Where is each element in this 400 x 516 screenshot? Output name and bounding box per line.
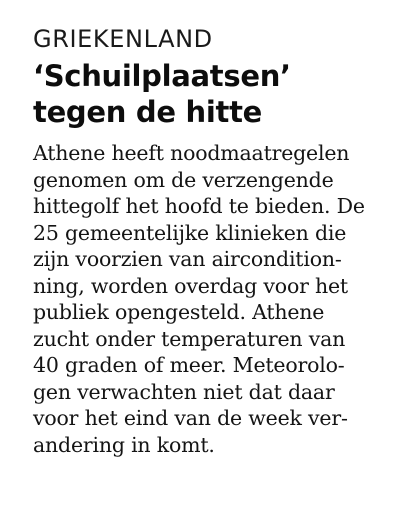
body-line: zucht onder temperaturen van [33, 326, 346, 351]
body-line: 25 gemeentelijke klinieken die [33, 220, 347, 245]
body-line: 40 graden of meer. Meteorolo- [33, 353, 345, 377]
body-line: andering in komt. [33, 432, 215, 457]
article-headline [33, 58, 393, 130]
body-line: ning, worden overdag voor het [33, 273, 348, 298]
body-line: publiek opengesteld. Athene [33, 300, 325, 324]
body-line: zijn voorzien van aircondition- [33, 247, 342, 271]
section-kicker: GRIEKENLAND [33, 25, 213, 53]
body-line: Athene heeft noodmaatregelen [33, 141, 350, 165]
headline-line: tegen de hitte [33, 95, 263, 129]
body-line: voor het eind van de week ver- [33, 406, 348, 430]
article-body [33, 140, 395, 458]
body-line: gen verwachten niet dat daar [33, 379, 335, 404]
body-line: hittegolf het hoofd te bieden. De [33, 194, 365, 218]
headline-line: ‘Schuilplaatsen’ [33, 59, 291, 93]
body-line: genomen om de verzengende [33, 167, 334, 192]
